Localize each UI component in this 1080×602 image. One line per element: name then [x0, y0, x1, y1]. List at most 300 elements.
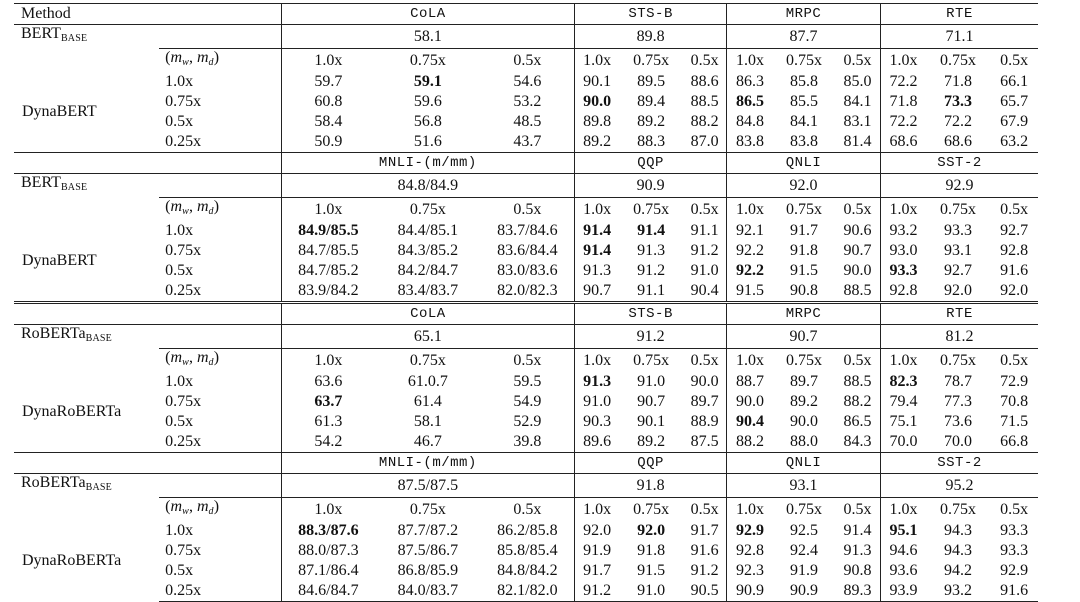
score-cell: 93.2: [926, 581, 990, 602]
score-cell: 71.8: [944, 73, 973, 90]
score-cell: 77.3: [944, 393, 973, 410]
score-cell: 90.9: [773, 581, 835, 602]
score-cell: 72.2: [881, 72, 926, 92]
baseline-score: 71.1: [881, 25, 1039, 49]
width-multiplier: 0.5x: [835, 49, 880, 73]
score-cell: 81.4: [843, 133, 872, 150]
score-cell: 58.4: [281, 112, 375, 132]
score-cell: 87.1/86.4: [281, 561, 375, 581]
score-cell: 92.9: [1000, 562, 1029, 579]
score-cell: 75.1: [881, 412, 926, 432]
score-cell: 92.0: [575, 521, 619, 541]
width-multiplier: 0.75x: [619, 198, 683, 222]
score-cell: 86.5: [843, 413, 872, 430]
score-cell: 91.5: [727, 281, 774, 303]
empty-cell: [14, 303, 281, 325]
score-cell: 88.2: [727, 432, 774, 453]
score-cell: 92.1: [727, 221, 774, 241]
table-row: [14, 92, 1038, 112]
score-cell: 90.5: [683, 581, 726, 602]
empty-cell: [14, 498, 159, 522]
score-cell: 92.3: [727, 561, 774, 581]
baseline-score: 91.8: [575, 474, 727, 498]
score-cell: 91.9: [575, 541, 619, 561]
score-cell: 85.8: [790, 73, 819, 90]
score-cell: 91.6: [690, 542, 719, 559]
depth-multiplier: 0.75x: [165, 542, 202, 559]
score-cell: 92.0: [1000, 282, 1029, 299]
width-multiplier: 0.5x: [990, 498, 1038, 522]
score-cell: 68.6: [881, 132, 926, 153]
score-cell: 90.9: [727, 581, 774, 602]
score-cell: 89.2: [575, 132, 619, 153]
empty-cell: [14, 49, 159, 73]
score-cell: 84.1: [790, 113, 819, 130]
baseline-name: BERT: [21, 25, 61, 42]
table-row: [14, 241, 1038, 261]
score-cell: [727, 521, 774, 541]
score-cell: 91.6: [1000, 262, 1029, 279]
score-cell: 87.7/87.2: [397, 522, 459, 539]
width-header-row: [14, 498, 1038, 522]
best-score: 59.1: [413, 73, 442, 90]
table-row: [14, 72, 1038, 92]
baseline-score: 92.0: [727, 174, 881, 198]
score-cell: 59.6: [413, 93, 442, 110]
task-header: STS-B: [575, 303, 727, 325]
width-header-row: [14, 349, 1038, 373]
baseline-score: 84.8/84.9: [281, 174, 575, 198]
score-cell: 90.8: [790, 282, 819, 299]
score-cell: 91.4: [843, 522, 872, 539]
width-multiplier: 0.75x: [619, 349, 683, 373]
score-cell: 90.0: [843, 262, 872, 279]
score-cell: 63.2: [1000, 133, 1029, 150]
width-multiplier: 0.75x: [926, 198, 990, 222]
score-cell: 50.9: [281, 132, 375, 153]
baseline-name: RoBERTa: [21, 474, 86, 491]
width-multiplier: 0.5x: [481, 498, 575, 522]
score-cell: 84.6/84.7: [281, 581, 375, 602]
score-cell: 61.0.7: [407, 373, 448, 390]
baseline-score: 91.2: [575, 325, 727, 349]
score-cell: 93.0: [881, 241, 926, 261]
score-cell: 46.7: [413, 433, 442, 450]
score-cell: 89.3: [835, 581, 880, 602]
width-multiplier: 1.0x: [281, 349, 375, 373]
width-multiplier: 0.75x: [926, 349, 990, 373]
score-cell: 92.5: [790, 522, 819, 539]
score-cell: 84.0/83.7: [375, 581, 480, 602]
score-cell: 87.0: [690, 133, 719, 150]
score-cell: 85.5: [790, 93, 819, 110]
score-cell: 91.6: [990, 581, 1038, 602]
score-cell: 90.3: [575, 412, 619, 432]
best-score: 93.3: [889, 262, 918, 279]
score-cell: [575, 241, 619, 261]
table-body: [14, 4, 1038, 602]
score-cell: 84.3: [843, 433, 872, 450]
width-multiplier: 1.0x: [281, 198, 375, 222]
score-cell: 90.1: [575, 72, 619, 92]
model-name: DynaRoBERTa: [22, 552, 122, 570]
score-cell: 88.7: [727, 372, 774, 392]
score-cell: [281, 221, 375, 241]
baseline-subscript: BASE: [85, 333, 112, 344]
depth-multiplier: 0.75x: [165, 242, 202, 259]
score-cell: 60.8: [281, 92, 375, 112]
score-cell: 71.8: [881, 92, 926, 112]
score-cell: 71.5: [1000, 413, 1029, 430]
score-cell: 91.3: [575, 261, 619, 281]
task-header: MRPC: [727, 303, 881, 325]
width-multiplier: 0.75x: [375, 49, 480, 73]
model-name: DynaRoBERTa: [22, 403, 122, 420]
score-cell: 53.2: [513, 93, 542, 110]
width-multiplier: 1.0x: [881, 49, 926, 73]
width-multiplier: 1.0x: [727, 349, 774, 373]
width-depth-label: ($m_w$, $m_d$): [159, 498, 281, 522]
score-cell: 89.8: [575, 112, 619, 132]
width-multiplier: 0.75x: [619, 49, 683, 73]
baseline-score: 81.2: [881, 325, 1039, 349]
baseline-model-name: [14, 174, 281, 198]
score-cell: 87.5/86.7: [397, 542, 459, 559]
score-cell: 87.5: [690, 433, 719, 450]
baseline-name: BERT: [21, 174, 61, 191]
width-multiplier: 0.75x: [619, 498, 683, 522]
score-cell: 91.2: [637, 262, 666, 279]
score-cell: 91.7: [575, 561, 619, 581]
score-cell: 84.2/84.7: [397, 262, 459, 279]
baseline-score: 92.9: [881, 174, 1039, 198]
best-score: 95.1: [889, 522, 918, 539]
score-cell: 43.7: [513, 133, 542, 150]
depth-multiplier: 0.75x: [165, 93, 202, 110]
score-cell: 92.8: [727, 541, 774, 561]
score-cell: 83.9/84.2: [281, 281, 375, 303]
score-cell: 90.8: [843, 562, 872, 579]
depth-multiplier: 0.5x: [165, 562, 194, 579]
width-multiplier: 1.0x: [881, 198, 926, 222]
score-cell: 66.8: [1000, 433, 1029, 450]
score-cell: 89.4: [637, 93, 666, 110]
score-cell: 89.6: [575, 432, 619, 453]
score-cell: 70.0: [944, 433, 973, 450]
width-multiplier: 1.0x: [575, 498, 619, 522]
task-header-row: [14, 453, 1038, 474]
baseline-score: 87.7: [727, 25, 881, 49]
score-cell: 84.4/85.1: [397, 222, 459, 239]
score-cell: 90.6: [843, 222, 872, 239]
task-header: MNLI-(m/mm): [281, 453, 575, 474]
table-row: [14, 581, 1038, 602]
best-score: 90.0: [583, 93, 612, 110]
score-cell: 91.3: [637, 242, 666, 259]
depth-multiplier: 1.0x: [165, 522, 194, 539]
baseline-score: 65.1: [281, 325, 575, 349]
task-header-row: [14, 4, 1038, 25]
score-cell: 93.6: [881, 561, 926, 581]
score-cell: 84.8/84.2: [497, 562, 558, 579]
width-multiplier: 1.0x: [575, 198, 619, 222]
score-cell: 94.3: [944, 542, 973, 559]
width-multiplier: 0.5x: [835, 498, 880, 522]
score-cell: 39.8: [513, 433, 542, 450]
task-header: RTE: [881, 303, 1039, 325]
model-name: DynaBERT: [22, 252, 97, 269]
score-cell: 90.1: [637, 413, 666, 430]
score-cell: [727, 261, 774, 281]
baseline-score: 90.9: [575, 174, 727, 198]
score-cell: 66.1: [1000, 73, 1029, 90]
score-cell: 89.2: [637, 113, 666, 130]
task-header: SST-2: [881, 453, 1039, 474]
score-cell: 89.2: [790, 393, 819, 410]
task-header: STS-B: [575, 4, 727, 25]
score-cell: 89.5: [637, 73, 666, 90]
best-score: 86.5: [736, 93, 765, 110]
score-cell: 54.6: [513, 73, 542, 90]
score-cell: 92.2: [727, 241, 774, 261]
width-multiplier: 0.75x: [773, 198, 835, 222]
score-cell: [619, 221, 683, 241]
score-cell: 88.5: [690, 93, 719, 110]
score-cell: 91.2: [690, 242, 719, 259]
score-cell: 85.0: [843, 73, 872, 90]
score-cell: 90.0: [727, 392, 774, 412]
baseline-name: RoBERTa: [21, 325, 86, 342]
table-row: [14, 541, 1038, 561]
width-multiplier: 0.75x: [773, 49, 835, 73]
score-cell: [575, 372, 619, 392]
best-score: 92.0: [637, 522, 666, 539]
table-row: [14, 221, 1038, 241]
score-cell: 58.1: [413, 413, 442, 430]
score-cell: 88.2: [843, 393, 872, 410]
best-score: 88.3/87.6: [298, 522, 359, 539]
baseline-model-name: [14, 474, 281, 498]
score-cell: 91.0: [619, 581, 683, 602]
score-cell: 93.9: [881, 581, 926, 602]
score-cell: 90.0: [690, 373, 719, 390]
table-row: [14, 132, 1038, 153]
score-cell: 61.3: [281, 412, 375, 432]
width-multiplier: 1.0x: [281, 498, 375, 522]
table-row: [14, 372, 1038, 392]
empty-cell: [14, 349, 159, 373]
score-cell: 88.3: [637, 133, 666, 150]
baseline-row: [14, 325, 1038, 349]
score-cell: 90.0: [790, 413, 819, 430]
width-depth-label: ($m_w$, $m_d$): [159, 349, 281, 373]
score-cell: 72.2: [944, 113, 973, 130]
table-row: [14, 261, 1038, 281]
best-score: 82.3: [889, 373, 918, 390]
score-cell: [926, 92, 990, 112]
task-header: CoLA: [281, 303, 575, 325]
score-cell: 91.5: [790, 262, 819, 279]
width-header-row: [14, 198, 1038, 222]
best-score: 90.4: [736, 413, 765, 430]
width-multiplier: 0.5x: [683, 349, 726, 373]
depth-multiplier: 1.0x: [165, 222, 194, 239]
best-score: 91.3: [583, 373, 612, 390]
score-cell: 94.3: [944, 522, 973, 539]
score-cell: 84.7/85.2: [281, 261, 375, 281]
empty-cell: [14, 453, 281, 474]
score-cell: 52.9: [513, 413, 542, 430]
width-multiplier: 1.0x: [881, 349, 926, 373]
score-cell: 91.1: [690, 222, 719, 239]
task-header: MNLI-(m/mm): [281, 153, 575, 174]
score-cell: [727, 412, 774, 432]
score-cell: 92.7: [1000, 222, 1029, 239]
score-cell: 90.7: [843, 242, 872, 259]
best-score: 91.4: [583, 242, 612, 259]
score-cell: [575, 92, 619, 112]
baseline-subscript: BASE: [85, 482, 112, 493]
width-multiplier: 0.75x: [926, 49, 990, 73]
score-cell: 78.7: [944, 373, 973, 390]
baseline-row: [14, 474, 1038, 498]
best-score: 92.2: [736, 262, 765, 279]
width-multiplier: 0.5x: [481, 49, 575, 73]
score-cell: 91.0: [637, 373, 666, 390]
task-header: QNLI: [727, 453, 881, 474]
table-row: [14, 521, 1038, 541]
score-cell: 68.6: [944, 133, 973, 150]
score-cell: 89.7: [690, 393, 719, 410]
task-header: QQP: [575, 153, 727, 174]
score-cell: 84.7/85.5: [281, 241, 375, 261]
score-cell: 84.1: [843, 93, 872, 110]
width-multiplier: 0.5x: [990, 198, 1038, 222]
score-cell: 85.8/85.4: [497, 542, 558, 559]
score-cell: 94.6: [881, 541, 926, 561]
table-row: [14, 412, 1038, 432]
score-cell: 90.7: [575, 281, 619, 303]
score-cell: 51.6: [413, 133, 442, 150]
score-cell: 93.2: [881, 221, 926, 241]
score-cell: 88.6: [690, 73, 719, 90]
width-multiplier: 1.0x: [281, 49, 375, 73]
score-cell: 91.8: [637, 542, 666, 559]
depth-multiplier: 0.25x: [165, 282, 202, 299]
depth-multiplier: 0.25x: [165, 433, 202, 450]
empty-cell: [14, 153, 281, 174]
score-cell: 88.0: [790, 433, 819, 450]
score-cell: 56.8: [413, 113, 442, 130]
score-cell: 84.8: [727, 112, 774, 132]
baseline-score: 87.5/87.5: [281, 474, 575, 498]
task-header: QNLI: [727, 153, 881, 174]
score-cell: 91.2: [575, 581, 619, 602]
baseline-model-name: [14, 325, 281, 349]
score-cell: [281, 392, 375, 412]
width-depth-label: ($m_w$, $m_d$): [159, 49, 281, 73]
baseline-score: 58.1: [281, 25, 575, 49]
score-cell: 89.7: [790, 373, 819, 390]
width-multiplier: 0.5x: [481, 198, 575, 222]
score-cell: 86.8/85.9: [397, 562, 459, 579]
score-cell: 91.7: [790, 222, 819, 239]
width-multiplier: 0.75x: [773, 498, 835, 522]
task-header: CoLA: [281, 4, 575, 25]
task-header-row: [14, 153, 1038, 174]
baseline-score: 95.2: [881, 474, 1039, 498]
width-multiplier: 0.5x: [683, 49, 726, 73]
score-cell: 92.8: [1000, 242, 1029, 259]
score-cell: 86.3: [727, 72, 774, 92]
width-multiplier: 0.75x: [926, 498, 990, 522]
task-header: MRPC: [727, 4, 881, 25]
table-row: [14, 281, 1038, 303]
score-cell: 72.9: [1000, 373, 1029, 390]
score-cell: 54.9: [513, 393, 542, 410]
best-score: 91.4: [637, 222, 666, 239]
score-cell: 70.0: [881, 432, 926, 453]
score-cell: 73.6: [944, 413, 973, 430]
score-cell: 91.0: [575, 392, 619, 412]
baseline-score: 90.7: [727, 325, 881, 349]
width-depth-label: ($m_w$, $m_d$): [159, 198, 281, 222]
depth-multiplier: 0.5x: [165, 262, 194, 279]
score-cell: [575, 221, 619, 241]
score-cell: 93.3: [1000, 542, 1029, 559]
score-cell: 83.7/84.6: [497, 222, 558, 239]
score-cell: 54.2: [281, 432, 375, 453]
width-multiplier: 0.75x: [375, 349, 480, 373]
score-cell: 93.3: [1000, 522, 1029, 539]
task-header-row: [14, 303, 1038, 325]
best-score: 91.4: [583, 222, 612, 239]
score-cell: 93.1: [944, 242, 973, 259]
score-cell: 91.5: [637, 562, 666, 579]
score-cell: 82.1/82.0: [481, 581, 575, 602]
score-cell: 92.0: [944, 282, 973, 299]
score-cell: 83.0/83.6: [497, 262, 558, 279]
table-row: [14, 432, 1038, 453]
baseline-subscript: BASE: [60, 33, 88, 44]
score-cell: 89.2: [637, 433, 666, 450]
score-cell: 93.3: [944, 222, 973, 239]
depth-multiplier: 0.75x: [165, 393, 202, 410]
score-cell: [619, 521, 683, 541]
score-cell: [881, 372, 926, 392]
width-multiplier: 1.0x: [881, 498, 926, 522]
depth-multiplier: 0.25x: [165, 133, 202, 150]
score-cell: 94.2: [944, 562, 973, 579]
width-multiplier: 1.0x: [575, 49, 619, 73]
width-multiplier: 0.5x: [835, 198, 880, 222]
baseline-row: [14, 174, 1038, 198]
width-multiplier: 1.0x: [727, 49, 774, 73]
width-multiplier: 0.5x: [683, 198, 726, 222]
width-multiplier: 0.75x: [375, 498, 480, 522]
score-cell: 88.5: [843, 282, 872, 299]
width-multiplier: 0.75x: [375, 198, 480, 222]
width-header-row: [14, 49, 1038, 73]
score-cell: 91.0: [690, 262, 719, 279]
score-cell: 92.4: [790, 542, 819, 559]
score-cell: 83.4/83.7: [397, 282, 459, 299]
depth-multiplier: 0.5x: [165, 113, 194, 130]
score-cell: 48.5: [513, 113, 542, 130]
model-name: DynaBERT: [22, 103, 97, 120]
width-multiplier: 0.5x: [481, 349, 575, 373]
score-cell: 91.3: [843, 542, 872, 559]
